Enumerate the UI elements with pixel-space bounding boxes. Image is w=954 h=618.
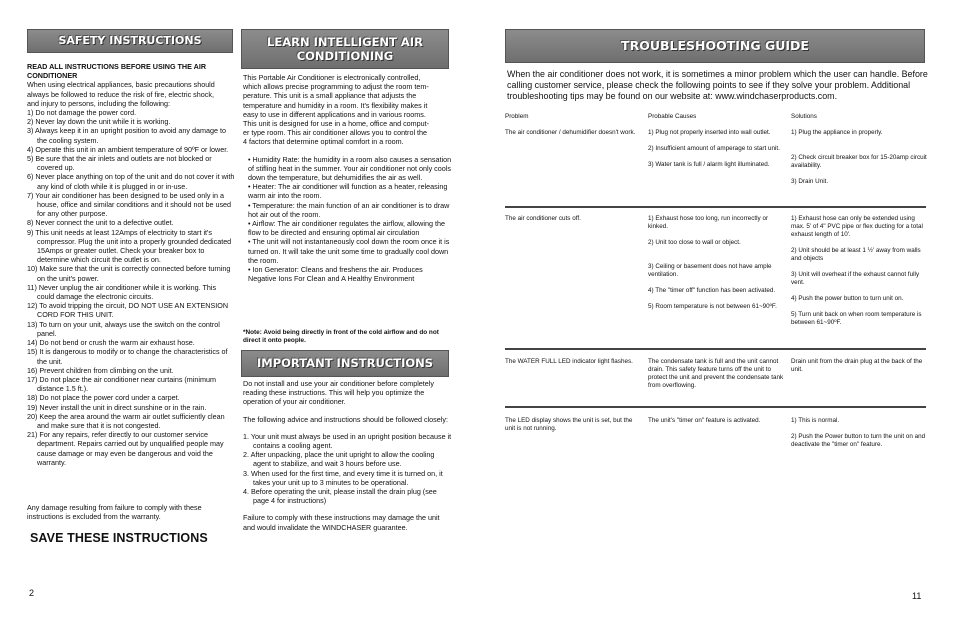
cause-item: The unit's "timer on" feature is activated. [648,417,761,424]
feature-item: • Heater: The air conditioner will function as a heater, releasing warm air into the room. [248,182,448,201]
important-item: 3. When used for the first time, and every time it is turned on, it takes your unit up to 3 minutes to be operational. [243,468,443,487]
solutions-cell [791,358,929,374]
important-intro: Do not install and use your air conditioner before completely reading these instructions. This will help you optimize the operation of your air conditioner. [243,379,434,407]
airflow-note: *Note: Avoid being directly in front of the cold airflow and do not direct it onto people. [243,329,439,345]
safety-instructions-banner [27,29,233,53]
safety-item: 10) Make sure that the unit is correctly connected before turning on the unit's power. [27,264,231,283]
learn-line: temperature and humidity in a room. It's flexibility makes it [243,100,428,110]
cause-item: The condensate tank is full and the unit cannot drain. This safety feature turns off the unit to protect the unit and prevent the condensate tank from overflowing. [648,358,784,389]
causes-cell [648,358,788,390]
warranty-note-line: instructions is excluded from the warranty. [27,512,161,522]
causes-cell [648,129,788,169]
learn-line: This unit is designed for use in a home, office and comput- [243,119,430,129]
cause-item: 1) Exhaust hose too long, run incorrectly or kinked. [648,215,769,230]
safety-item: 9) This unit needs at least 12Amps of electricity to start it's compressor. Plug the unit into a properly grounded dedicated 15Amps or greater outlet. Check your breaker box to determine which circuit the outlet is on. [27,227,232,265]
cause-item: 5) Room temperature is not between 61~90ºF. [648,303,777,310]
safety-item: 13) To turn on your unit, always use the switch on the control panel. [27,319,220,338]
page-number-right: 11 [912,591,922,601]
learn-line: easy to use in different applications and in various rooms. [243,109,426,119]
feature-item: • Airflow: The air conditioner regulates the airflow, allowing the flow to be directed and ensuring optimal air circulation [248,219,445,238]
troubleshooting-intro: When the air conditioner does not work, it is sometimes a minor problem which the user can handle. Before calling customer service, please check the following points to see if they solve your problem. Additional troubleshooting tips may be found on our website at: www.windchaserproducts.com. [507,69,928,102]
solution-item: 1) Plug the appliance in properly. [791,129,883,136]
important-item: 1. Your unit must always be used in an upright position because it contains a cooling agent. [243,431,452,451]
cause-item: 4) The "timer off" function has been activated. [648,287,776,294]
safety-intro-line: always be followed to reduce the risk of fire, electric shock, [27,89,214,99]
problem-text: The air conditioner / dehumidifier doesn't work. [505,129,636,136]
safety-item: 8) Never connect the unit to a defective outlet. [27,218,174,228]
safety-item: 18) Do not place the power cord under a carpet. [27,393,180,403]
save-these-instructions: SAVE THESE INSTRUCTIONS [30,531,208,545]
learn-line: er type room. This air conditioner allows you to control the [243,128,428,138]
solution-item: 3) Drain Unit. [791,178,829,185]
safety-heading: READ ALL INSTRUCTIONS BEFORE USING THE AIR CONDITIONER [27,62,207,81]
solutions-cell [791,417,929,449]
safety-instructions-title: SAFETY INSTRUCTIONS [58,34,202,48]
safety-instructions-body [27,62,235,467]
learn-intelligent-banner [241,29,449,69]
safety-item: 19) Never install the unit in direct sunshine or in the rain. [27,402,207,412]
row-divider [505,206,926,208]
row-divider [505,406,926,408]
warranty-note-line: Any damage resulting from failure to comply with these [27,503,202,512]
solution-item: 2) Push the Power button to turn the unit on and deactivate the "timer on" feature. [791,433,926,448]
important-item: 2. After unpacking, place the unit upright to allow the cooling agent to stabilize, and wait 3 hours before use. [243,450,435,469]
feature-item: • The unit will not instantaneously cool down the room once it is turned on. It will take the unit some time to gradually cool down the room. [248,237,450,265]
problem-cell [505,417,643,433]
learn-intelligent-title: LEARN INTELLIGENT AIR CONDITIONING [267,34,423,63]
cause-item: 3) Ceiling or basement does not have ample ventilation. [648,263,772,278]
solution-item: 2) Unit should be at least 1 ½' away from walls and objects [791,247,921,262]
safety-item: 17) Do not place the air conditioner near curtains (minimum distance 1.5 ft.). [27,374,216,394]
cause-item: 2) Insufficient amount of amperage to start unit. [648,145,780,152]
cause-item: 1) Plug not properly inserted into wall outlet. [648,129,771,136]
causes-cell [648,215,788,311]
solution-item: 3) Unit will overheat if the exhaust cannot fully vent. [791,271,920,286]
problem-text: The air conditioner cuts off. [505,215,581,222]
learn-line: 4 factors that determine optimal comfort in a room. [243,137,404,147]
safety-item: 20) Keep the area around the warm air outlet sufficiently clean and make sure that it is not congested. [27,411,225,430]
important-item: 4. Before operating the unit, please install the drain plug (see page 4 for instructions) [243,487,437,506]
important-instructions-banner [241,350,449,377]
row-divider [505,348,926,350]
safety-item: 14) Do not bend or crush the warm air exhaust hose. [27,338,195,348]
safety-item: 11) Never unplug the air conditioner while it is working. This could damage the electronic circuits. [27,282,217,302]
feature-item: • Temperature: the main function of an air conditioner is to draw hot air out of the room. [248,200,450,219]
problem-cell [505,129,643,137]
page-number-left: 2 [29,588,35,598]
learn-intelligent-body [243,73,453,283]
important-failure: Failure to comply with these instructions may damage the unit and would invalidate the WINDCHASER guarantee. [243,513,440,532]
learn-line: perature. This unit is a small appliance that adjusts the [243,91,417,101]
troubleshooting-banner [505,29,925,63]
important-instructions-title: IMPORTANT INSTRUCTIONS [256,356,434,371]
problem-cell [505,358,643,366]
problem-text: The LED display shows the unit is set, but the unit is not running. [505,417,633,432]
important-advice: The following advice and instructions should be followed closely: [243,414,448,424]
solution-item: 4) Push the power button to turn unit on. [791,295,904,302]
feature-item: • Ion Generator: Cleans and freshens the air. Produces Negative Ions For Clean and A Healthy Environment [248,265,423,284]
safety-item: 15) It is dangerous to modify or to change the characteristics of the unit. [27,347,228,366]
safety-item: 12) To avoid tripping the circuit, DO NOT USE AN EXTENSION CORD FOR THIS UNIT. [27,301,229,320]
safety-item: 5) Be sure that the air inlets and outlets are not blocked or covered up. [27,154,212,173]
problem-cell [505,215,643,223]
solution-item: 5) Turn unit back on when room temperature is between 61~90ºF. [791,311,922,326]
solution-item: 1) Exhaust hose can only be extended using max. 5' of 4" PVC pipe or flex ducting for a total exhaust length of 10'. [791,215,923,238]
cause-item: 2) Unit too close to wall or object. [648,239,741,246]
warranty-note [27,503,237,521]
safety-item: 4) Operate this unit in an ambient temperature of 90ºF or lower. [27,144,229,154]
feature-item: • Humidity Rate: the humidity in a room also causes a sensation of stifling heat in the summer. Your air conditioner not only cools down the temperature, but dehumidifies the air as well. [248,154,452,183]
safety-item: 3) Always keep it in an upright position to avoid any damage to the cooling system. [27,126,226,145]
learn-line: which allows precise programming to adjust the room tem- [243,82,429,92]
header-problem: Problem [505,113,529,120]
causes-cell [648,417,788,425]
safety-item: 21) For any repairs, refer directly to our customer service department. Repairs carried out by unqualified people may cause damage or may even be dangerous and void the warranty. [27,430,224,467]
learn-line: This Portable Air Conditioner is electronically controlled, [243,73,421,82]
solution-item: 1) This is normal. [791,417,840,424]
safety-item: 7) Your air conditioner has been designed to be used only in a house, office and similar conditions and it should not be used for any other purpose. [27,190,232,219]
safety-item: 16) Prevent children from climbing on the unit. [27,365,174,375]
solution-item: 2) Check circuit breaker box for 15-20amp circuit availability. [791,154,927,169]
safety-intro-line: When using electrical appliances, basic precautions should [27,80,215,90]
troubleshooting-title: TROUBLESHOOTING GUIDE [621,38,809,54]
safety-item: 6) Never place anything on top of the unit and do not cover it with any kind of cloth while it is plugged in or in-use. [27,172,235,191]
solutions-cell [791,129,929,186]
solutions-cell [791,215,929,327]
problem-text: The WATER FULL LED indicator light flashes. [505,358,633,365]
safety-intro-line: and injury to persons, including the following: [27,98,171,108]
cause-item: 3) Water tank is full / alarm light illuminated. [648,161,770,168]
header-probable-causes: Probable Causes [648,113,697,120]
header-solutions: Solutions [791,113,817,120]
safety-item: 2) Never lay down the unit while it is working. [27,117,171,127]
solution-item: Drain unit from the drain plug at the back of the unit. [791,358,923,373]
important-instructions-body [243,379,453,532]
safety-item: 1) Do not damage the power cord. [27,108,137,118]
